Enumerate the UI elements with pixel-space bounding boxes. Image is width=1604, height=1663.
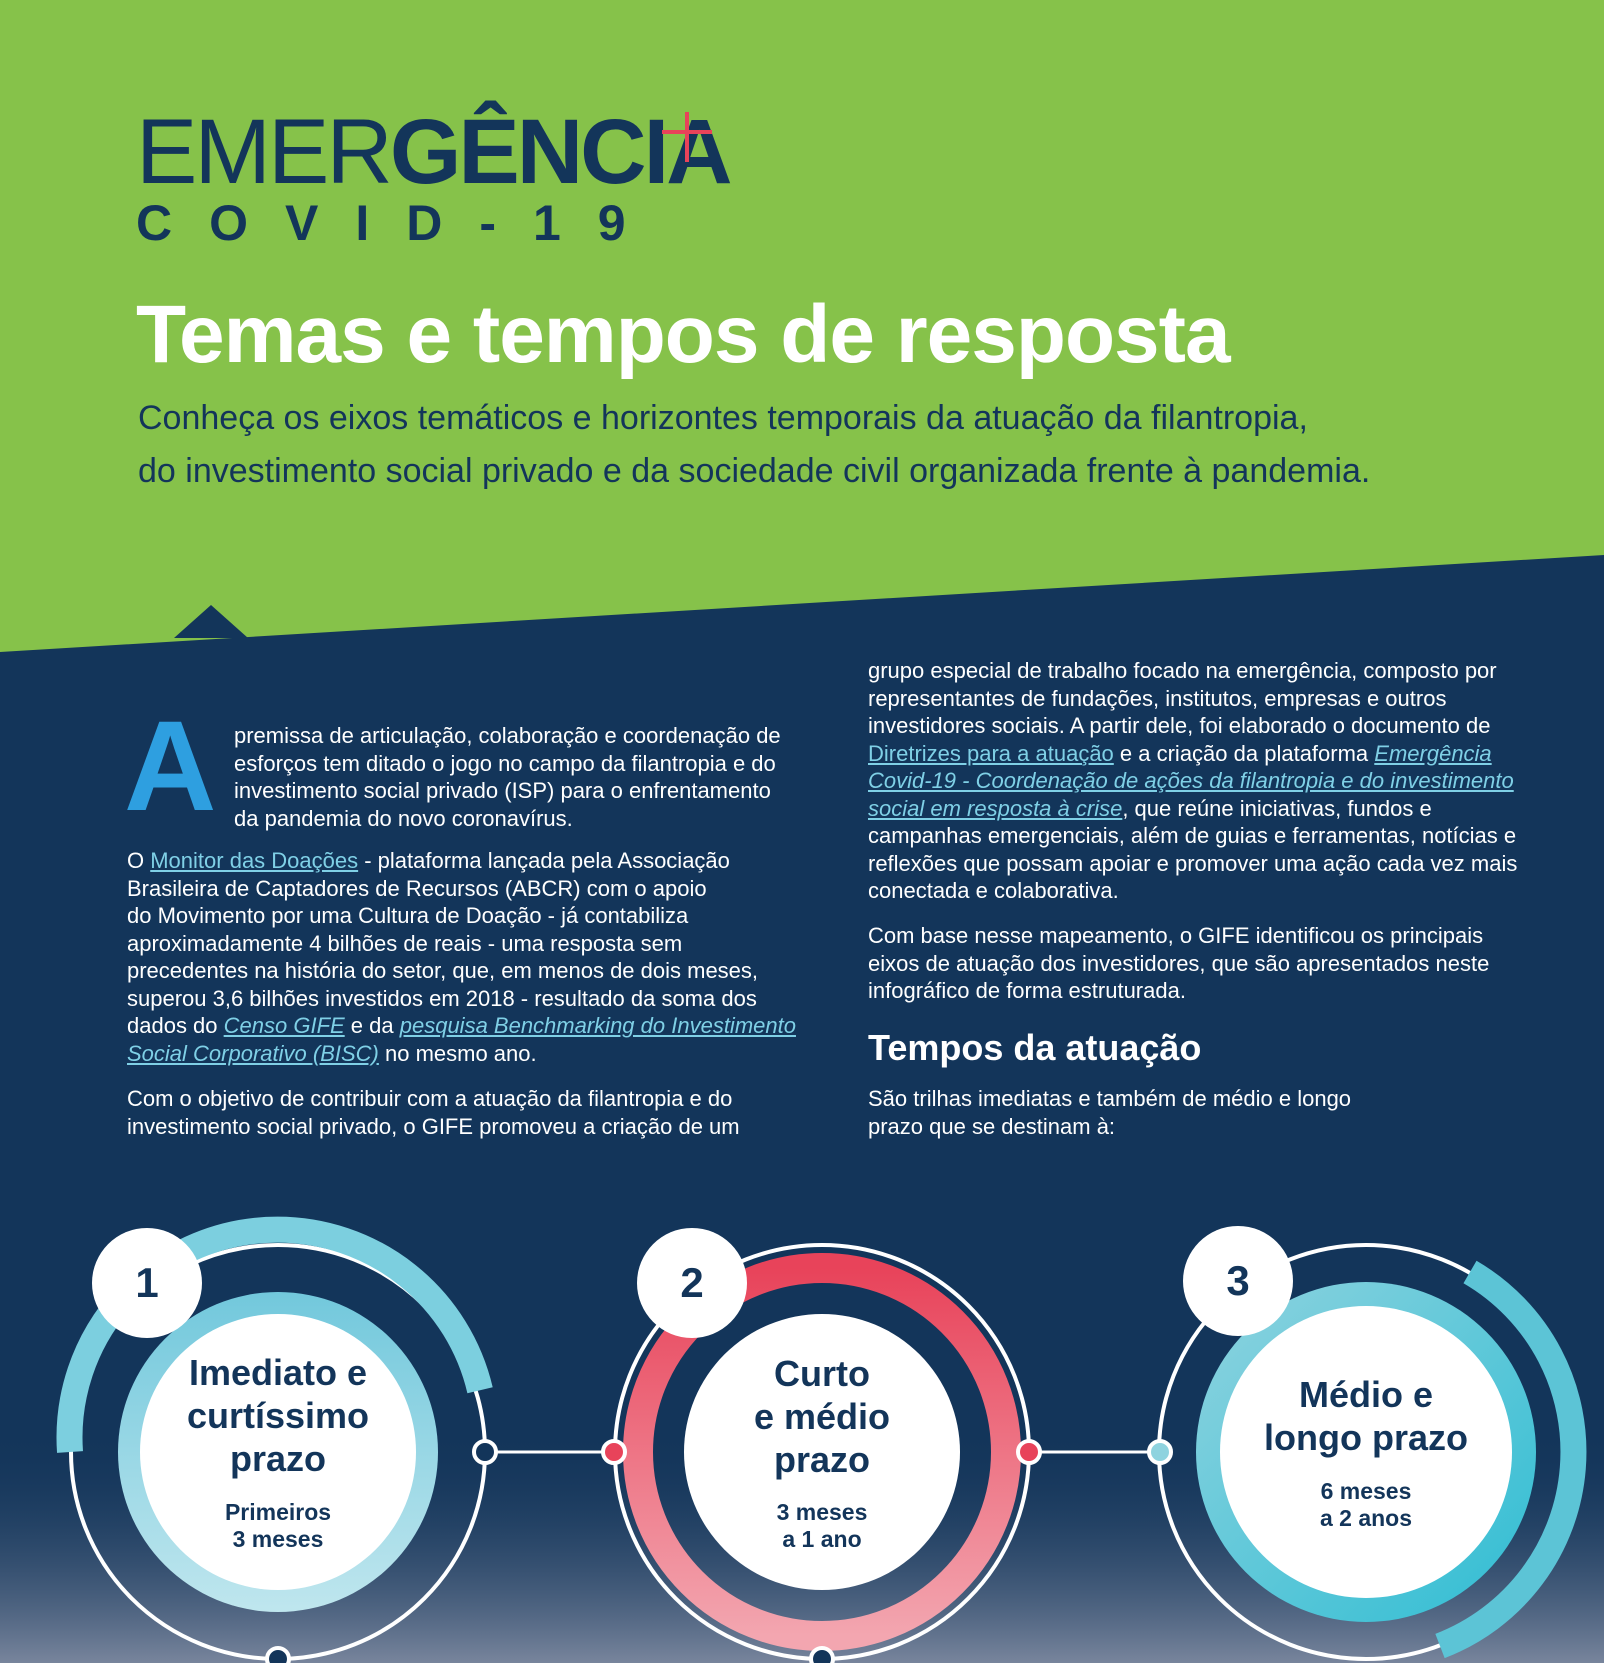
intro-paragraph-2: O Monitor das Doações - plataforma lançada pela Associação Brasileira de Captadores de Recursos (ABCR) com o apoio do Movimento por uma Cultura de Doação - já contabiliza aproximadamente 4 bilhões de reais - uma resposta sem precedentes na história do setor, que, em menos de dois meses, superou 3,6 bilhões investidos em 2018 - resultado da soma dos dados do Censo GIFE e da pesquisa Benchmarking do Investimento Social Corporativo (BISC) no mesmo ano. [127,848,796,1066]
monitor-doacoes-link[interactable]: Monitor das Doações [150,848,359,873]
timeline-number-1: 1 [92,1228,202,1338]
page-title: Temas e tempos de resposta [136,289,1230,380]
plataforma-emergencia-link[interactable]: Emergência [1374,740,1492,766]
timeline-number-2: 2 [637,1228,747,1338]
timeline-subtitle-3: 6 meses a 2 anos [1319,1478,1413,1531]
intro-paragraph-1: premissa de articulação, colaboração e coordenação de esforços tem ditado o jogo no campo da filantropia e do investimento social privado (ISP) para o enfrentamento da pandemia do novo coronavírus. [234,723,781,831]
plataforma-emergencia-link-continued[interactable]: Covid-19 - Coordenação de ações da filantropia e do investimento [868,768,1514,793]
right-paragraph-3: São trilhas imediatas e também de médio e longo prazo que se destinam à: [868,1086,1352,1139]
intro-paragraph-3: Com o objetivo de contribuir com a atuação da filantropia e do investimento social privado, o GIFE promoveu a criação de um [127,1086,740,1139]
right-paragraph-2: Com base nesse mapeamento, o GIFE identificou os principais eixos de atuação dos investidores, que são apresentados neste infográfico de forma estruturada. [868,923,1490,1003]
bisc-link-continued[interactable]: Social Corporativo (BISC) [127,1040,379,1066]
timeline-number-3: 3 [1183,1226,1293,1336]
timeline-subtitle-1: Primeiros 3 meses [224,1499,332,1552]
page-subtitle: Conheça os eixos temáticos e horizontes temporais da atuação da filantropia, do investimento social privado e da sociedade civil organizada frente à pandemia. [138,399,1371,490]
censo-gife-link[interactable]: Censo GIFE [223,1013,345,1038]
right-paragraph-1: grupo especial de trabalho focado na emergência, composto por representantes de fundações, institutos, empresas e outros investidores sociais. A partir dele, foi elaborado o documento de Diretrizes para a atuação e a criação da plataforma Emergência Covid-19 - Coordenação de ações da filantropia e do investimento social em resposta à crise, que reúne iniciativas, fundos e campanhas emergenciais, além de guias e ferramentas, notícias e reflexões que possam apoiar e promover uma ação cada vez mais conectada e colaborativa. [868,658,1518,903]
section-title: Tempos da atuação [868,1027,1202,1068]
timeline-title-2: Curto e médio prazo [753,1353,891,1480]
bisc-link[interactable]: pesquisa Benchmarking do Investimento [399,1013,796,1038]
logo-emergencia: EMERGÊNCIA [136,101,730,203]
timeline-title-1: Imediato e curtíssimo prazo [186,1352,370,1479]
diretrizes-link[interactable]: Diretrizes para a atuação [868,740,1114,766]
plus-icon [660,110,714,164]
timeline-title-3: Médio e longo prazo [1264,1374,1468,1458]
plataforma-emergencia-link-end[interactable]: social em resposta à crise [868,795,1123,821]
logo-covid: COVID-19 [136,195,663,251]
drop-cap: A [124,695,217,838]
timeline-subtitle-2: 3 meses a 1 ano [776,1499,868,1552]
